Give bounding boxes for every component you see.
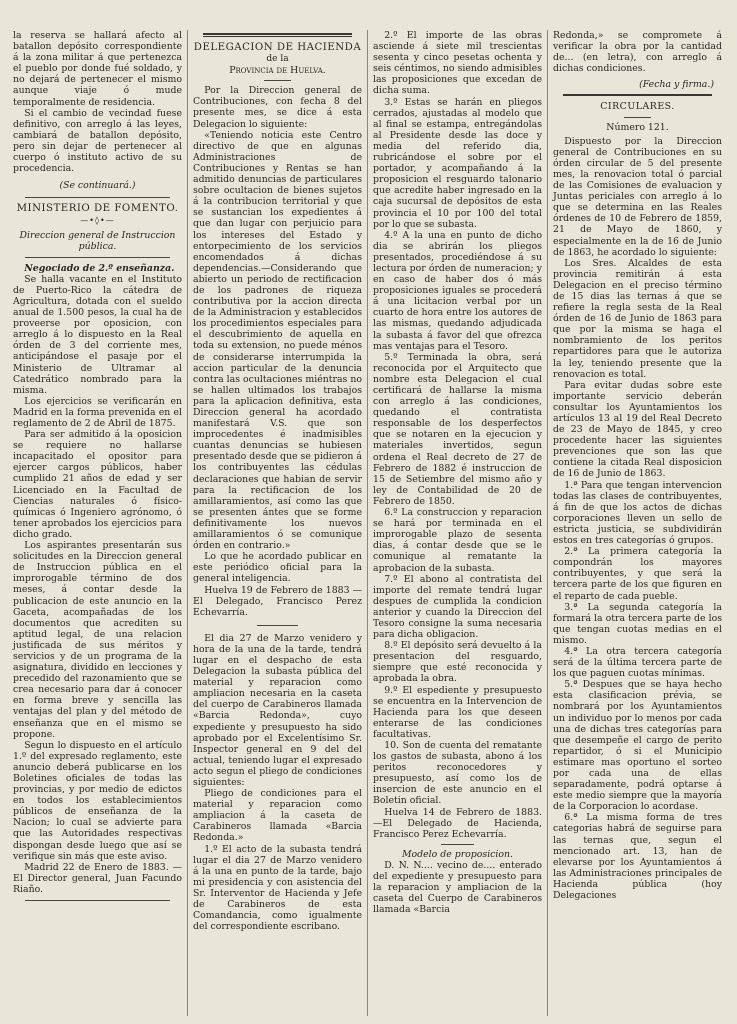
- paragraph: Por la Direccion general de Contribuciones, con fecha 8 del presente mes, se dice á esta Delegacion lo siguiente:: [193, 85, 362, 130]
- paragraph: 9.º El espediente y presupuesto se encuentra en la Intervencion de Hacienda para los que deseen enterarse de las condiciones facultativas.: [373, 684, 542, 740]
- columns: [8, 30, 727, 1016]
- paragraph: El dia 27 de Marzo venidero y hora de la una de la tarde, tendrá lugar en el despacho de esta Delegacion la subasta pública del material y reparacion como ampliacion necesaria en la caseta del cuerpo de Carabineros llamada «Barcia Redonda», cuyo expediente y presupuesto ha sido aprobado por el Excelentísimo Sr. Inspector general en 9 del del actual, teniendo lugar el expresado acto segun el pliego de condiciones siguientes:: [193, 632, 362, 788]
- divider: [25, 900, 170, 901]
- delegation-title: DELEGACION DE HACIENDA: [193, 42, 362, 53]
- divider: [257, 625, 298, 626]
- divider: [441, 844, 475, 845]
- divider: [624, 117, 651, 118]
- column-3: [367, 30, 547, 1016]
- paragraph: Los Sres. Alcaldes de esta provincia remitirán á esta Delegacion en el preciso término de 15 dias las ternas á que se refiere la regla sesta de la Real órden de 16 de Junio de 1863 para que por la misma se haga el nombramiento de los peritos repartidores para que le autoriza la ley, teniendo presente que la renovacion es total.: [553, 257, 722, 380]
- section-title: Negociado de 2.º enseñanza.: [24, 262, 175, 274]
- column-2: [187, 30, 367, 1016]
- paragraph: Dispuesto por la Direccion general de Contribuciones en su órden circular de 5 del presente mes, la renovacion total ó parcial de las Comisiones de evaluacion y Juntas periciales con arreglo á lo que se determina en las Reales órdenes de 10 de Febrero de 1859, 21 de Mayo de 1860, y especialmente en la de 16 de Junio de 1863, he acordado lo siguiente:: [553, 135, 722, 258]
- ministry-title: MINISTERIO DE FOMENTO.: [16, 203, 179, 215]
- paragraph: Pliego de condiciones para el material y reparacion como ampliacion á la caseta de Carabineros llamada «Barcia Redonda.»: [193, 788, 362, 844]
- paragraph: 1.º El acto de la subasta tendrá lugar el dia 27 de Marzo venidero á la una en punto de la tarde, bajo mi presidencia y con asistencia del Sr. Interventor de Hacienda y Jefe de Carabineros de esta Comandancia, como igualmente del correspondiente escribano.: [193, 843, 362, 933]
- model-title: Modelo de proposicion.: [401, 848, 514, 860]
- continued-note: (Se continuará.): [59, 180, 136, 192]
- delegation-province: Provincia de Huelva.: [229, 65, 326, 77]
- paragraph: 5.ª Despues que se haya hecho esta clasificacion prévia, se nombrará por los Ayuntamientos un individuo por lo menos por cada una de dichas tres categorías para que desempeñe el cargo de perito repartidor, ó si el Municipio estimare mas oportuno el sorteo por cada una de ellas separadamente, podrá optarse á este medio siempre que la mayoría de la Corporacion lo acordase.: [553, 679, 722, 813]
- divider: [203, 36, 352, 37]
- paragraph: Redonda,» se compromete á verificar la obra por la cantidad de... (en letra), con arreglo á dichas condiciones.: [553, 30, 722, 75]
- paragraph: 5.º Terminada la obra, será reconocida por el Arquitecto que nombre esta Delegacion el cual certificará de hallarse la misma con arreglo á las condiciones, quedando el contratista responsable de los desperfectos que se notaren en la ejecucion y materiales invertidos, segun ordena el Real decreto de 27 de Febrero de 1882 é instruccion de 15 de Setiembre del mismo año y ley de Contabilidad de 20 de Febrero de 1850.: [373, 351, 542, 507]
- paragraph: Huelva 19 de Febrero de 1883 —El Delegado, Francisco Perez Echevarría.: [193, 584, 362, 618]
- ornament: —•◊•—: [80, 216, 115, 226]
- divider: [563, 94, 712, 96]
- paragraph: Para evitar dudas sobre este importante servicio deberán consultar los Ayuntamientos los artículos 13 al 19 del Real Decreto de 23 de Mayo de 1845, y creo procedente hacer las siguientes prevenciones que son las que contiene la citada Real disposicion de 16 de Junio de 1863.: [553, 379, 722, 480]
- paragraph: 3.ª La segunda categoría la formará la otra tercera parte de los que tengan cuotas medias en el mismo.: [553, 601, 722, 646]
- paragraph: 4.ª La otra tercera categoría será de la última tercera parte de los que paguen cuotas mínimas.: [553, 645, 722, 680]
- divider: [25, 257, 170, 258]
- circular-number: Número 121.: [606, 121, 669, 133]
- paragraph: 7.º El abono al contratista del importe del remate tendrá lugar despues de cumplida la condicion anterior y cuando la Direccion del Tesoro consigne la suma necesaria para dicha obligacion.: [373, 573, 542, 641]
- paragraph: 3.º Estas se harán en pliegos cerrados, ajustadas al modelo que al final se estampa, entregándolas al Presidente desde las doce y media del referido dia, rubricándose el sobre por el portador, y acompañando á la proposicion el resguardo talonario que acredite haber ingresado en la caja sucursal de depósitos de esta provincia el 10 por 100 del total por lo que se subasta.: [373, 96, 542, 230]
- signature-note: (Fecha y firma.): [639, 79, 714, 91]
- paragraph: 2.ª La primera categoría la compondrán los mayores contribuyentes, y que será la tercera parte de los que figuren en el reparto de cada pueble.: [553, 546, 722, 602]
- paragraph: D. N. N.... vecino de.... enterado del expediente y presupuesto para la reparacion y ampliacion de la caseta del Cuerpo de Carabineros llamada «Barcia: [373, 859, 542, 916]
- divider: [264, 80, 291, 81]
- paragraph: 4.º A la una en punto de dicho dia se abrirán los pliegos presentados, procediéndose á su lectura por órden de numeracion; y en caso de haber dos ó más proposiciones iguales se procederá á una licitacion verbal por un cuarto de hora entre los autores de las mismas, quedando adjudicada la subasta á favor del que ofrezca mas ventajas para el Tesoro.: [373, 229, 542, 352]
- column-1: [8, 30, 187, 1016]
- divider: [25, 197, 170, 198]
- paragraph: Para ser admitido á la oposicion se requiere no hallarse incapacitado el opositor para ejercer cargos públicos, haber cumplido 21 años de edad y ser Licenciado en la Facultad de Ciencias naturales ó físico-químicas ó Ingeniero agrónomo, ó tener aprobados los ejercicios para dicho grado.: [13, 429, 182, 540]
- paragraph: Madrid 22 de Enero de 1883. —El Director general, Juan Facundo Riaño.: [13, 861, 182, 895]
- direction-title: Direccion general de Instruccion pública.: [19, 229, 176, 252]
- paragraph: la reserva se hallará afecto al batallon depósito correspondiente á la zona militar á que pertenezca el pueblo por donde fué soldado, y no dejará de pertenecer el mismo aunque viaje ó mude temporalmente de residencia.: [13, 30, 182, 108]
- paragraph: 10. Son de cuenta del rematante los gastos de subasta, abono á los peritos reconocedores y presupuesto, así como los de insercion de este anuncio en el Boletin oficial.: [373, 740, 542, 807]
- paragraph: 6.º La construccion y reparacion se hará por terminada en el improrogable plazo de sesenta dias, á contar desde que se le comunique al rematante la aprobacion de la subasta.: [373, 507, 542, 574]
- paragraph: 2.º El importe de las obras asciende á siete mil trescientas sesenta y cinco pesetas ochenta y seis céntimos, no siendo admisibles las proposiciones que excedan de dicha suma.: [373, 30, 542, 97]
- paragraph: «Teniendo noticia este Centro directivo de que en algunas Administraciones de Contribuciones y Rentas se han admitido denuncias de particulares sobre ocultacion de bienes sujetos á la contribucion territorial y que se sustancian los expedientes á que dan lugar con perjuicio para los intereses del Estado y entorpecimiento de los servicios encomendados á dichas dependencias.—Considerando que abierto un periodo de rectificacion de los padrones de riqueza contributiva por la accion directa de la Administracion y establecidos los procedimientos especiales para el descubrimiento de aquella en toda su extension, no puede ménos de considerarse interrumpida la accion particular de la denuncia contra las ocultaciones miéntras no se hallen ultimados los trabajos para la aplicacion definitiva, esta Direccion general ha acordado manifestará V.S. que son improcedentes é inadmisibles cuantas denuncias se hubiesen presentado desde que se pidieron á los contribuyentes las cédulas declaraciones que habian de servir para la rectificacion de los amillaramientos, así como las que se presenten ántes que se forme definitivamente los nuevos amillaramientos ó se comunique órden en contrario.»: [193, 129, 362, 552]
- divider: [203, 33, 352, 35]
- paragraph: Se halla vacante en el Instituto de Puerto-Rico la cátedra de Agricultura, dotada con el sueldo anual de 1.500 pesos, la cual ha de proveerse por oposicion, con arreglo á lo dispuesto en la Real órden de 3 del corriente mes, anticipándose el pasaje por el Ministerio de Ultramar al Catedrático nombrado para la misma.: [13, 273, 182, 396]
- circulares-title: CIRCULARES.: [600, 101, 675, 113]
- paragraph: Los aspirantes presentarán sus solicitudes en la Direccion general de Instruccion pública en el improrogable término de dos meses, á contar desde la publicacion de este anuncio en la Gaceta, acompañadas de los documentos que acrediten su aptitud legal, de una relacion justificada de sus méritos y servicios y de un programa de la asignatura, dividido en lecciones y precedido del razonamiento que se crea necesario para dar á conocer en forma breve y sencilla las ventajas del plan y del método de enseñanza que en el mismo se propone.: [13, 540, 182, 740]
- paragraph: 6.ª La misma forma de tres categorias habrá de seguirse para las ternas que, segun el mencionado art. 13, han de elevarse por los Ayuntamientos á las Administraciones principales de Hacienda pública (hoy Delegaciones: [553, 812, 722, 902]
- paragraph: 1.ª Para que tengan intervencion todas las clases de contribuyentes, á fin de que los actos de dichas corporaciones lleven un sello de estricta justicia, se subdividirán estos en tres categorías ó grupos.: [553, 479, 722, 547]
- paragraph: Lo que he acordado publicar en este periódico oficial para la general inteligencia.: [193, 551, 362, 585]
- paragraph: Los ejercicios se verificarán en Madrid en la forma prevenida en el reglamento de 2 de Abril de 1875.: [13, 395, 182, 429]
- paragraph: Si el cambio de vecindad fuese definitivo, con arreglo á las leyes, cambiará de batallon depósito, pero sin dejar de pertenecer al cuerpo ó instituto activo de su procedencia.: [13, 107, 182, 175]
- paragraph: Segun lo dispuesto en el artículo 1.º del expresado reglamento, este anuncio deberá publicarse en los Boletines oficiales de todas las provincias, y por medio de edictos en todos los establecimientos públicos de enseñanza de la Nacion; lo cual se advierte para que las Autoridades respectivas dispongan desde luego que así se verifique sin más que este aviso.: [13, 739, 182, 862]
- delegation-de: de la: [266, 54, 289, 65]
- paragraph: 8.º El depósito será devuelto á la presentacion del resguardo, siempre que esté reconocida y aprobada la obra.: [373, 640, 542, 685]
- paragraph: Huelva 14 de Febrero de 1883. —El Delegado de Hacienda, Francisco Perez Echevarría.: [373, 806, 542, 840]
- column-4: [547, 30, 727, 1016]
